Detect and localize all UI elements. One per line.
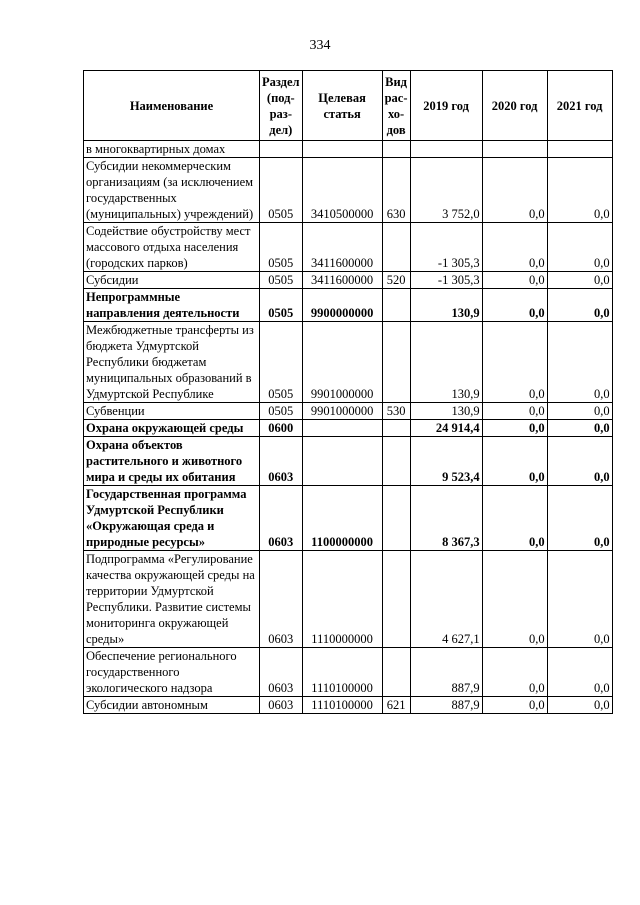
row-expense: 520 [382,272,410,289]
row-value-2020: 0,0 [482,223,547,272]
row-value-2021: 0,0 [547,322,612,403]
row-target: 3411600000 [302,223,382,272]
row-target [302,420,382,437]
row-section: 0600 [260,420,303,437]
row-section: 0505 [260,223,303,272]
row-value-2020: 0,0 [482,437,547,486]
row-value-2020: 0,0 [482,322,547,403]
page-number: 334 [309,38,331,53]
row-expense [382,437,410,486]
row-value-2019: -1 305,3 [410,272,482,289]
row-expense [382,551,410,648]
row-name: Государственная программа Удмуртской Республики «Окружающая среда и природные ресурсы» [84,486,260,551]
table-row [84,420,613,437]
row-name: Межбюджетные трансферты из бюджета Удмуртской Республики бюджетам муниципальных образований в Удмуртской Республике [84,322,260,403]
table-row [84,272,613,289]
table-row [84,437,613,486]
row-expense: 530 [382,403,410,420]
row-value-2019: 4 627,1 [410,551,482,648]
table-header-row [84,71,613,141]
row-value-2019: 130,9 [410,322,482,403]
header-expense: Вид рас-хо-дов [382,71,410,141]
header-2019: 2019 год [410,71,482,141]
row-value-2021: 0,0 [547,420,612,437]
row-value-2019: 3 752,0 [410,158,482,223]
row-expense: 621 [382,697,410,714]
row-name: Содействие обустройству мест массового отдыха населения (городских парков) [84,223,260,272]
row-section [260,141,303,158]
header-section: Раздел (под-раз-дел) [260,71,303,141]
row-name: Субсидии автономным [84,697,260,714]
table-row [84,223,613,272]
row-expense [382,486,410,551]
row-value-2021: 0,0 [547,551,612,648]
row-value-2019: 130,9 [410,289,482,322]
table-row [84,289,613,322]
header-target: Целевая статья [302,71,382,141]
row-value-2020: 0,0 [482,551,547,648]
row-value-2020: 0,0 [482,403,547,420]
row-target [302,141,382,158]
table-row [84,697,613,714]
row-name: Охрана окружающей среды [84,420,260,437]
row-value-2019: 24 914,4 [410,420,482,437]
table-row [84,158,613,223]
row-section: 0505 [260,322,303,403]
row-target [302,437,382,486]
row-name: Обеспечение регионального государственного экологического надзора [84,648,260,697]
row-value-2019: 8 367,3 [410,486,482,551]
row-expense [382,648,410,697]
row-value-2021: 0,0 [547,437,612,486]
row-value-2019 [410,141,482,158]
row-section: 0505 [260,158,303,223]
row-expense [382,420,410,437]
row-value-2019: 130,9 [410,403,482,420]
row-name: Подпрограмма «Регулирование качества окружающей среды на территории Удмуртской Республики. Развитие системы мониторинга окружающей среды» [84,551,260,648]
row-name: Субсидии некоммерческим организациям (за исключением государственных (муниципальных) учреждений) [84,158,260,223]
row-value-2020: 0,0 [482,420,547,437]
row-section: 0505 [260,272,303,289]
row-value-2020: 0,0 [482,158,547,223]
row-value-2020: 0,0 [482,486,547,551]
table-row [84,486,613,551]
table-row [84,648,613,697]
row-value-2021: 0,0 [547,223,612,272]
row-target: 1110000000 [302,551,382,648]
row-name: Охрана объектов растительного и животного мира и среды их обитания [84,437,260,486]
row-expense [382,322,410,403]
row-expense: 630 [382,158,410,223]
header-name: Наименование [84,71,260,141]
row-expense [382,289,410,322]
row-section: 0603 [260,551,303,648]
row-value-2020 [482,141,547,158]
header-2020: 2020 год [482,71,547,141]
row-value-2021: 0,0 [547,486,612,551]
row-value-2021: 0,0 [547,648,612,697]
table-row [84,551,613,648]
row-section: 0603 [260,697,303,714]
row-name: Субсидии [84,272,260,289]
row-target: 3410500000 [302,158,382,223]
row-target: 3411600000 [302,272,382,289]
row-value-2020: 0,0 [482,272,547,289]
row-value-2021: 0,0 [547,403,612,420]
row-name: в многоквартирных домах [84,141,260,158]
table-row [84,141,613,158]
row-target: 9901000000 [302,322,382,403]
row-section: 0505 [260,403,303,420]
budget-table [83,70,613,714]
row-value-2020: 0,0 [482,289,547,322]
row-value-2021 [547,141,612,158]
row-value-2019: 887,9 [410,697,482,714]
table-row [84,322,613,403]
row-value-2021: 0,0 [547,697,612,714]
row-section: 0603 [260,486,303,551]
row-value-2020: 0,0 [482,648,547,697]
table-row [84,403,613,420]
row-target: 1110100000 [302,648,382,697]
row-section: 0603 [260,648,303,697]
row-value-2019: 9 523,4 [410,437,482,486]
row-section: 0505 [260,289,303,322]
row-value-2021: 0,0 [547,158,612,223]
row-name: Непрограммные направления деятельности [84,289,260,322]
row-expense [382,141,410,158]
row-target: 9901000000 [302,403,382,420]
row-value-2020: 0,0 [482,697,547,714]
row-value-2019: 887,9 [410,648,482,697]
row-target: 9900000000 [302,289,382,322]
row-expense [382,223,410,272]
row-value-2019: -1 305,3 [410,223,482,272]
row-value-2021: 0,0 [547,272,612,289]
row-target: 1110100000 [302,697,382,714]
header-2021: 2021 год [547,71,612,141]
row-section: 0603 [260,437,303,486]
row-value-2021: 0,0 [547,289,612,322]
row-name: Субвенции [84,403,260,420]
row-target: 1100000000 [302,486,382,551]
